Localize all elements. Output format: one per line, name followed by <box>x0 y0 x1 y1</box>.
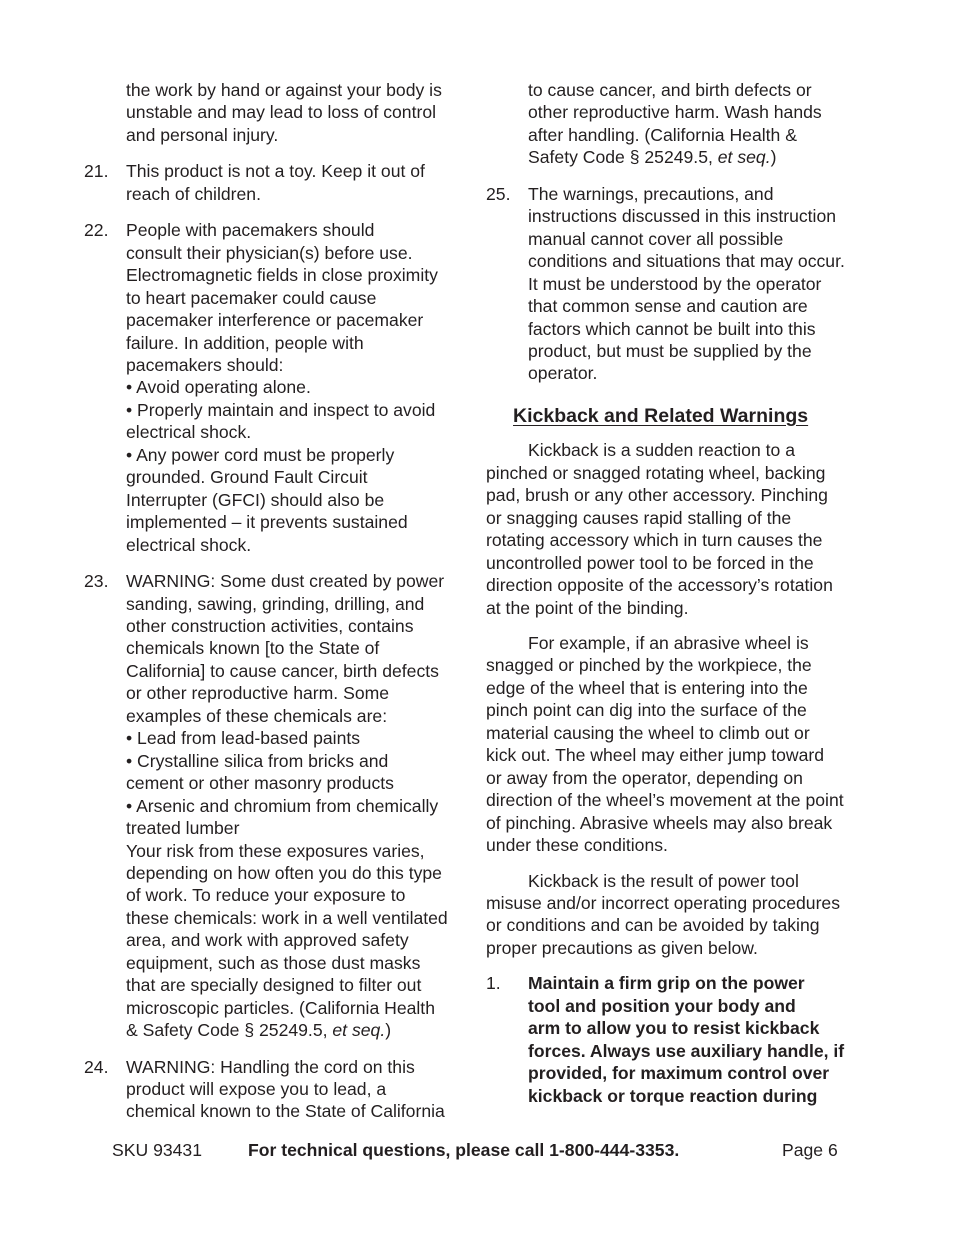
item-number: 23. <box>84 571 109 592</box>
text-line: For example, if an abrasive wheel is <box>528 632 809 653</box>
list-item-25 <box>486 183 868 385</box>
text-line: the work by hand or against your body is <box>126 80 442 100</box>
text-line: instructions discussed in this instruction <box>528 206 837 227</box>
text-line: under these conditions. <box>486 835 668 856</box>
text-line: Kickback is the result of power tool <box>528 870 799 891</box>
text-line: of pinching. Abrasive wheels may also break <box>486 812 833 833</box>
text-line: that common sense and caution are <box>528 296 808 317</box>
text-line: to heart pacemaker could cause <box>126 287 377 308</box>
text-line: direction of the wheel’s movement at the point <box>486 790 844 811</box>
text-line: Your risk from these exposures varies, <box>126 840 425 861</box>
text-line: product will expose you to lead, a <box>126 1079 387 1100</box>
list-item-21 <box>84 160 468 205</box>
bullet-line: • Avoid operating alone. <box>126 377 311 398</box>
paragraph-kickback-cause <box>486 870 868 960</box>
text-line: sanding, sawing, grinding, drilling, and <box>126 593 425 614</box>
text-line: equipment, such as those dust masks <box>126 952 421 973</box>
item-20-continuation <box>84 79 468 146</box>
text-line: cement or other masonry products <box>126 773 394 794</box>
text-line: area, and work with approved safety <box>126 930 409 951</box>
list-item-22 <box>84 219 468 556</box>
text-line: that are specially designed to filter out <box>126 975 422 996</box>
text-line: kick out. The wheel may either jump toward <box>486 745 825 766</box>
text-line: pacemakers should: <box>126 354 284 375</box>
text-line: Kickback is a sudden reaction to a <box>528 440 795 461</box>
text-line: and personal injury. <box>126 124 279 145</box>
text-line: uncontrolled power tool to be forced in the <box>486 552 814 573</box>
text-line: these chemicals: work in a well ventilated <box>126 907 448 928</box>
text-line: pacemaker interference or pacemaker <box>126 310 424 331</box>
page-footer <box>0 1140 954 1164</box>
text-line: rotating accessory which in turn causes the <box>486 530 823 551</box>
text-line: electrical shock. <box>126 422 252 443</box>
text-line: Interrupter (GFCI) should also be <box>126 489 385 510</box>
text-line: manual cannot cover all possible <box>528 228 784 249</box>
item-number: 21. <box>84 161 109 182</box>
bullet-line: • Crystalline silica from bricks and <box>126 750 389 771</box>
text-line: product, but must be supplied by the <box>528 340 812 361</box>
sku-label: SKU 93431 <box>112 1140 202 1160</box>
text-line: examples of these chemicals are: <box>126 705 388 726</box>
text-line: pad, brush or any other accessory. Pinching <box>486 485 828 506</box>
text-line: direction opposite of the accessory’s rotation <box>486 575 833 596</box>
text-line: conditions and situations that may occur. <box>528 251 845 272</box>
text-line: or snagging causes rapid stalling of the <box>486 507 792 528</box>
text-line: The warnings, precautions, and <box>528 183 774 204</box>
citation-prefix: Safety Code § 25249.5, <box>528 147 718 168</box>
item-24-continuation <box>486 79 868 169</box>
tech-support-line: For technical questions, please call 1-800-444-3353. <box>248 1140 680 1160</box>
text-line: People with pacemakers should <box>126 220 375 241</box>
text-line: to cause cancer, and birth defects or <box>528 80 812 100</box>
right-column <box>486 79 868 1121</box>
text-line: provided, for maximum control over <box>528 1063 830 1084</box>
text-line: Electromagnetic fields in close proximity <box>126 265 438 286</box>
citation-italic: et seq. <box>717 147 771 168</box>
text-line: WARNING: Handling the cord on this <box>126 1056 415 1077</box>
text-line: This product is not a toy. Keep it out of <box>126 161 425 182</box>
text-line: pinched or snagged rotating wheel, backing <box>486 462 826 483</box>
text-line: kickback or torque reaction during <box>528 1085 818 1106</box>
text-line: or other reproductive harm. Some <box>126 683 390 704</box>
text-line: of work. To reduce your exposure to <box>126 885 406 906</box>
text-line: other construction activities, contains <box>126 615 414 636</box>
citation-prefix: & Safety Code § 25249.5, <box>126 1020 333 1041</box>
citation-line <box>126 1019 468 1041</box>
text-line: electrical shock. <box>126 534 252 555</box>
paragraph-kickback-definition <box>486 439 868 619</box>
text-line: or conditions and can be avoided by taking <box>486 915 820 936</box>
text-line: after handling. (California Health & <box>528 124 797 145</box>
text-line: failure. In addition, people with <box>126 332 364 353</box>
item-number: 1. <box>486 973 501 994</box>
item-number: 25. <box>486 183 511 204</box>
text-line: unstable and may lead to loss of control <box>126 102 437 123</box>
text-line: Maintain a firm grip on the power <box>528 973 805 994</box>
text-line: WARNING: Some dust created by power <box>126 571 445 592</box>
section-heading: Kickback and Related Warnings <box>513 404 809 427</box>
bullet-line: • Any power cord must be properly <box>126 444 395 465</box>
text-line: treated lumber <box>126 818 240 839</box>
text-line: pinch point can dig into the surface of the <box>486 700 807 721</box>
item-number: 22. <box>84 220 109 241</box>
text-line: chemical known to the State of California <box>126 1101 445 1122</box>
bullet-line: • Properly maintain and inspect to avoid <box>126 399 436 420</box>
citation-suffix: ) <box>770 147 777 168</box>
bullet-line: • Arsenic and chromium from chemically <box>126 795 439 816</box>
text-line: factors which cannot be built into this <box>528 318 816 339</box>
list-item-24 <box>84 1056 468 1123</box>
text-line: at the point of the binding. <box>486 597 689 618</box>
left-column <box>84 79 468 1137</box>
list-item-23 <box>84 570 468 1042</box>
text-line: proper precautions as given below. <box>486 937 758 958</box>
text-line: chemicals known [to the State of <box>126 638 380 659</box>
text-line: or away from the operator, depending on <box>486 767 803 788</box>
text-line: operator. <box>528 363 598 384</box>
citation-suffix: ) <box>385 1020 392 1041</box>
text-line: other reproductive harm. Wash hands <box>528 102 822 123</box>
text-line: tool and position your body and <box>528 995 796 1016</box>
text-line: microscopic particles. (California Health <box>126 997 435 1018</box>
page-number: Page 6 <box>782 1140 838 1160</box>
text-line: implemented – it prevents sustained <box>126 512 408 533</box>
text-line: California] to cause cancer, birth defects <box>126 660 439 681</box>
list-item-1 <box>486 972 868 1107</box>
paragraph-kickback-example <box>486 632 868 857</box>
text-line: consult their physician(s) before use. <box>126 242 413 263</box>
text-line: grounded. Ground Fault Circuit <box>126 467 368 488</box>
bullet-line: • Lead from lead-based paints <box>126 728 361 749</box>
text-line: misuse and/or incorrect operating procedures <box>486 892 841 913</box>
citation-italic: et seq. <box>332 1020 386 1041</box>
text-line: depending on how often you do this type <box>126 862 442 883</box>
text-line: reach of children. <box>126 183 261 204</box>
text-line: It must be understood by the operator <box>528 273 822 294</box>
text-line: edge of the wheel that is entering into the <box>486 677 808 698</box>
text-line: arm to allow you to resist kickback <box>528 1018 820 1039</box>
text-line: forces. Always use auxiliary handle, if <box>528 1040 845 1061</box>
text-line: snagged or pinched by the workpiece, the <box>486 655 812 676</box>
citation-line <box>528 146 868 168</box>
text-line: material causing the wheel to climb out or <box>486 722 810 743</box>
item-number: 24. <box>84 1056 109 1077</box>
